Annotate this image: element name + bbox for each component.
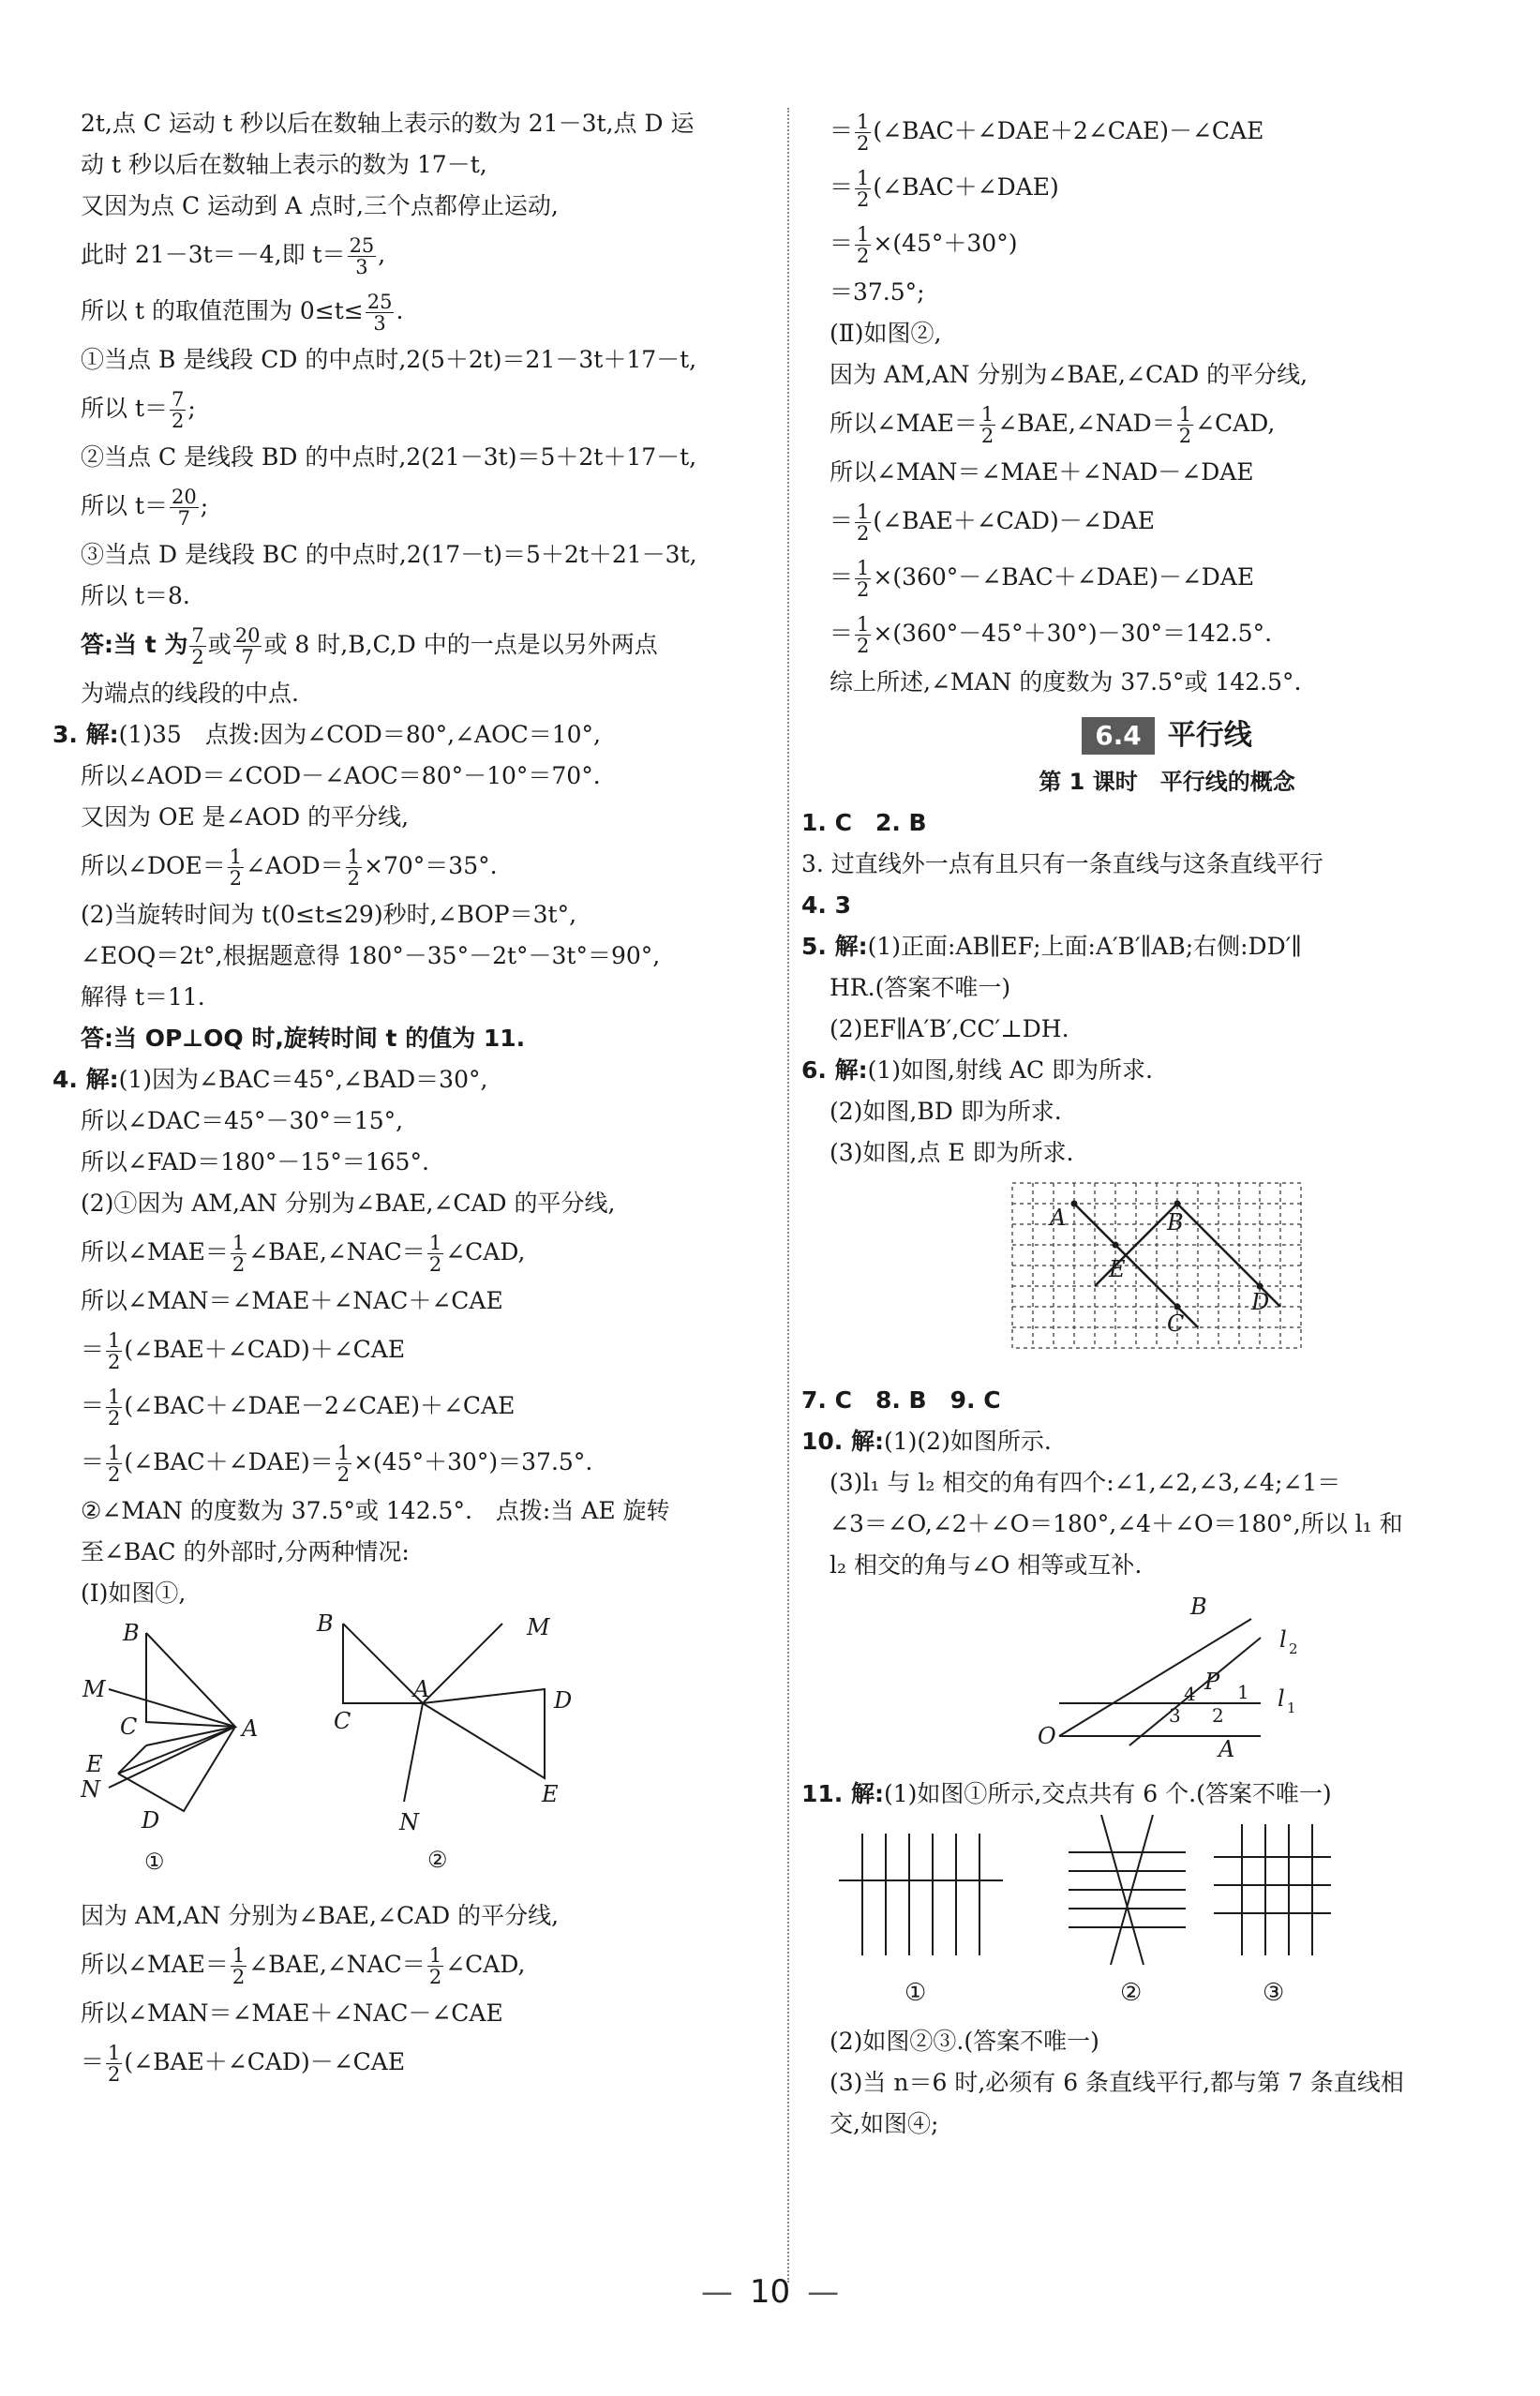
q10-label: A	[1219, 1736, 1235, 1762]
text-line: (Ⅰ)如图①,	[81, 1580, 187, 1607]
answer-line: (2)如图②③.(答案不唯一)	[830, 2028, 1099, 2055]
text-line: ＝ $\frac{1}{2}$ (∠BAC＋∠DAE－2∠CAE)＋∠CAE	[81, 1385, 516, 1430]
text-line: 所以∠MAE＝ $\frac{1}{2}$ ∠BAE,∠NAC＝ $\frac{1}{2}$ ∠CAD,	[81, 1944, 526, 1988]
text-line: 2t,点 C 运动 t 秒以后在数轴上表示的数为 21－3t,点 D 运	[81, 110, 695, 137]
section-header	[830, 709, 1504, 761]
fraction: $\frac{1}{2}$	[108, 1442, 121, 1486]
text-line: 答:当 t 为 $\frac{7}{2}$ 或 $\frac{20}{7}$ 或 8 时,B,C,D 中的一点是以另外两点	[81, 624, 658, 668]
figure-2	[343, 1624, 545, 1802]
text-line: 4. 解:(1)因为∠BAC＝45°,∠BAD＝30°,	[52, 1066, 488, 1093]
fig1-label: C	[120, 1714, 138, 1740]
fraction: $\frac{1}{2}$	[428, 1944, 442, 1988]
answer-line: (3)如图,点 E 即为所求.	[830, 1139, 1074, 1166]
fig2-label: C	[334, 1708, 351, 1734]
answer-line: ∠3＝∠O,∠2＋∠O＝180°,∠4＋∠O＝180°,所以 l₁ 和	[830, 1510, 1403, 1537]
fig1-label: ①	[144, 1849, 165, 1875]
fraction: $\frac{20}{7}$	[234, 624, 261, 668]
text-line: ＝ $\frac{1}{2}$ ×(360°－45°＋30°)－30°＝142.5°.	[830, 613, 1273, 657]
grid-label: B	[1167, 1209, 1184, 1235]
text-line: ＝37.5°;	[830, 278, 925, 306]
fraction: $\frac{25}{3}$	[366, 291, 393, 335]
text-line: 所以 t＝8.	[81, 582, 190, 609]
fraction: $\frac{1}{2}$	[108, 1385, 121, 1430]
q10-label: l	[1278, 1685, 1285, 1712]
figure-q11	[830, 1815, 1504, 2021]
text-line: ＝ $\frac{1}{2}$ (∠BAC＋∠DAE)＝ $\frac{1}{2}$ ×(45°＋30°)＝37.5°.	[81, 1442, 593, 1486]
text-line: ①当点 B 是线段 CD 的中点时,2(5＋2t)＝21－3t＋17－t,	[81, 346, 697, 373]
text-line: (2)①因为 AM,AN 分别为∠BAE,∠CAD 的平分线,	[81, 1190, 616, 1217]
q10-label: O	[1038, 1723, 1056, 1749]
fraction: $\frac{1}{2}$	[857, 613, 870, 657]
answer-line: (3)l₁ 与 l₂ 相交的角有四个:∠1,∠2,∠3,∠4;∠1＝	[830, 1469, 1341, 1496]
text-line: 至∠BAC 的外部时,分两种情况:	[81, 1538, 410, 1565]
grid-label: A	[1050, 1205, 1067, 1231]
fig2-label: E	[542, 1781, 559, 1807]
text-line: ＝ $\frac{1}{2}$ (∠BAE＋∠CAD)＋∠CAE	[81, 1329, 406, 1373]
q10-label: 1	[1237, 1681, 1249, 1703]
q11-label: ②	[1120, 1979, 1143, 2007]
fig2-label: ②	[427, 1847, 448, 1873]
fraction: $\frac{1}{2}$	[1178, 403, 1192, 447]
fraction: $\frac{7}{2}$	[172, 388, 185, 432]
text-line: 又因为点 C 运动到 A 点时,三个点都停止运动,	[81, 192, 559, 219]
text-line: 为端点的线段的中点.	[81, 680, 299, 707]
fig1-label: N	[81, 1776, 100, 1803]
text-line: 所以∠MAN＝∠MAE＋∠NAC＋∠CAE	[81, 1287, 503, 1314]
right-column	[801, 103, 1504, 2145]
text-line: 所以 t＝ $\frac{7}{2}$ ;	[81, 388, 196, 432]
text-line: 所以∠MAN＝∠MAE＋∠NAD－∠DAE	[830, 458, 1254, 486]
text-line: 所以∠MAN＝∠MAE＋∠NAC－∠CAE	[81, 1999, 503, 2027]
answer-line: HR.(答案不唯一)	[830, 974, 1011, 1001]
answer-line: 11. 解:(1)如图①所示,交点共有 6 个.(答案不唯一)	[801, 1780, 1332, 1807]
text-line: 此时 21－3t＝－4,即 t＝ $\frac{25}{3}$ ,	[81, 234, 386, 278]
answer-line: 4. 3	[801, 891, 851, 919]
q11-figure-1	[839, 1834, 1003, 1955]
q10-label: 3	[1169, 1704, 1181, 1727]
text-line: ＝ $\frac{1}{2}$ (∠BAC＋∠DAE＋2∠CAE)－∠CAE	[830, 111, 1264, 155]
fig1-label: B	[123, 1620, 140, 1646]
grid-label: D	[1251, 1289, 1270, 1315]
fraction: $\frac{1}{2}$	[857, 223, 870, 267]
fraction: $\frac{1}{2}$	[347, 846, 361, 890]
text-line: ②当点 C 是线段 BD 的中点时,2(21－3t)＝5＋2t＋17－t,	[81, 443, 697, 471]
text-line: 所以∠DOE＝ $\frac{1}{2}$ ∠AOD＝ $\frac{1}{2}$ ×70°＝35°.	[81, 846, 498, 890]
text-line: 因为 AM,AN 分别为∠BAE,∠CAD 的平分线,	[81, 1902, 560, 1929]
text-line: 所以∠DAC＝45°－30°＝15°,	[81, 1107, 404, 1134]
fraction: $\frac{1}{2}$	[108, 2042, 121, 2086]
fig1-label: E	[86, 1751, 103, 1777]
answer-line: 6. 解:(1)如图,射线 AC 即为所求.	[801, 1056, 1153, 1084]
text-line: 所以 t＝ $\frac{20}{7}$ ;	[81, 486, 209, 530]
answer-line: 7. C 8. B 9. C	[801, 1386, 1001, 1414]
q10-label: 2	[1212, 1704, 1224, 1727]
text-line: ＝ $\frac{1}{2}$ (∠BAE＋∠CAD)－∠DAE	[830, 501, 1155, 545]
q10-label: B	[1190, 1594, 1207, 1620]
fig2-label: D	[554, 1687, 573, 1714]
grid-label: C	[1167, 1310, 1185, 1337]
lesson-title: 第 1 课时 平行线的概念	[1039, 769, 1295, 795]
text-line: 所以 t 的取值范围为 0≤t≤ $\frac{25}{3}$ .	[81, 291, 404, 335]
answer-line: l₂ 相交的角与∠O 相等或互补.	[830, 1551, 1143, 1579]
answer-line: (3)当 n＝6 时,必须有 6 条直线平行,都与第 7 条直线相	[830, 2069, 1404, 2096]
answer-line: 交,如图④;	[830, 2110, 939, 2137]
answer-line: 1. C 2. B	[801, 809, 927, 836]
fraction: $\frac{1}{2}$	[232, 1944, 246, 1988]
text-line: 因为 AM,AN 分别为∠BAE,∠CAD 的平分线,	[830, 361, 1308, 388]
answer-line: (2)EF∥A′B′,CC′⊥DH.	[830, 1015, 1069, 1042]
q10-label: P	[1204, 1669, 1220, 1695]
fig1-label: D	[142, 1807, 160, 1834]
fraction: $\frac{1}{2}$	[857, 557, 870, 601]
fraction: $\frac{1}{2}$	[857, 501, 870, 545]
q10-label: 2	[1289, 1640, 1298, 1657]
left-column	[52, 103, 755, 2090]
text-line: (2)当旋转时间为 t(0≤t≤29)秒时,∠BOP＝3t°,	[81, 901, 577, 928]
fraction: $\frac{20}{7}$	[172, 486, 197, 530]
q11-figure-3	[1214, 1824, 1331, 1955]
text-line: 又因为 OE 是∠AOD 的平分线,	[81, 803, 410, 831]
text-line: 答:当 OP⊥OQ 时,旋转时间 t 的值为 11.	[81, 1025, 526, 1052]
fraction: $\frac{1}{2}$	[108, 1329, 121, 1373]
fraction: $\frac{1}{2}$	[857, 111, 870, 155]
fig1-label: A	[242, 1715, 259, 1742]
fraction: $\frac{7}{2}$	[191, 624, 204, 668]
section-title: 平行线	[1167, 718, 1252, 752]
q10-label: 4	[1184, 1683, 1196, 1705]
answer-line: 3. 过直线外一点有且只有一条直线与这条直线平行	[801, 850, 1323, 877]
text-line: ＝ $\frac{1}{2}$ ×(360°－∠BAC＋∠DAE)－∠DAE	[830, 557, 1255, 601]
text-line: (Ⅱ)如图②,	[830, 320, 942, 347]
text-line: ＝ $\frac{1}{2}$ ×(45°＋30°)	[830, 223, 1018, 267]
text-line: 所以∠MAE＝ $\frac{1}{2}$ ∠BAE,∠NAC＝ $\frac{1}{2}$ ∠CAD,	[81, 1232, 526, 1276]
q10-label: 1	[1287, 1700, 1296, 1716]
column-divider	[787, 108, 789, 2283]
fig1-label: M	[82, 1676, 106, 1702]
text-line: 所以∠AOD＝∠COD－∠AOC＝80°－10°＝70°.	[81, 762, 601, 789]
fraction: $\frac{1}{2}$	[428, 1232, 442, 1276]
q11-figure-2	[1069, 1815, 1186, 1965]
text-line: ∠EOQ＝2t°,根据题意得 180°－35°－2t°－3t°＝90°,	[81, 942, 661, 969]
q11-label: ③	[1263, 1979, 1285, 2007]
fig2-label: B	[317, 1614, 334, 1637]
text-line: 所以∠MAE＝ $\frac{1}{2}$ ∠BAE,∠NAD＝ $\frac{1}{2}$ ∠CAD,	[830, 403, 1276, 447]
text-line: 综上所述,∠MAN 的度数为 37.5°或 142.5°.	[830, 668, 1302, 696]
answer-line: 10. 解:(1)(2)如图所示.	[801, 1428, 1052, 1455]
q10-label: l	[1279, 1626, 1287, 1653]
text-line: ③当点 D 是线段 BC 的中点时,2(17－t)＝5＋2t＋21－3t,	[81, 541, 697, 568]
fig2-label: M	[527, 1614, 550, 1640]
q11-label: ①	[905, 1979, 927, 2007]
fraction: $\frac{1}{2}$	[232, 1232, 246, 1276]
fig2-label: A	[413, 1676, 430, 1702]
fraction: $\frac{1}{2}$	[980, 403, 994, 447]
figure-q10	[830, 1586, 1504, 1774]
text-line: 所以∠FAD＝180°－15°＝165°.	[81, 1148, 429, 1176]
text-line: ②∠MAN 的度数为 37.5°或 142.5°. 点拨:当 AE 旋转	[81, 1497, 670, 1524]
fig2-label: N	[399, 1809, 419, 1835]
answer-line: (2)如图,BD 即为所求.	[830, 1098, 1062, 1125]
fraction: $\frac{1}{2}$	[336, 1442, 351, 1486]
text-line: ＝ $\frac{1}{2}$ (∠BAC＋∠DAE)	[830, 167, 1059, 211]
page-number: — 10 —	[700, 2273, 840, 2311]
text-line: 解得 t＝11.	[81, 983, 205, 1011]
fraction: $\frac{25}{3}$	[349, 234, 375, 278]
grid-figure	[830, 1174, 1504, 1380]
text-line: ＝ $\frac{1}{2}$ (∠BAE＋∠CAD)－∠CAE	[81, 2042, 406, 2086]
fraction: $\frac{1}{2}$	[229, 846, 243, 890]
answer-line: 5. 解:(1)正面:AB∥EF;上面:A′B′∥AB;右侧:DD′∥	[801, 933, 1302, 960]
fraction: $\frac{1}{2}$	[857, 167, 870, 211]
text-line: 动 t 秒以后在数轴上表示的数为 17－t,	[81, 151, 487, 178]
figure-angles-1-2	[81, 1614, 755, 1895]
section-badge: 6.4	[1082, 717, 1155, 755]
grid-label: E	[1109, 1256, 1126, 1282]
text-line: 3. 解:(1)35 点拨:因为∠COD＝80°,∠AOC＝10°,	[52, 721, 601, 748]
